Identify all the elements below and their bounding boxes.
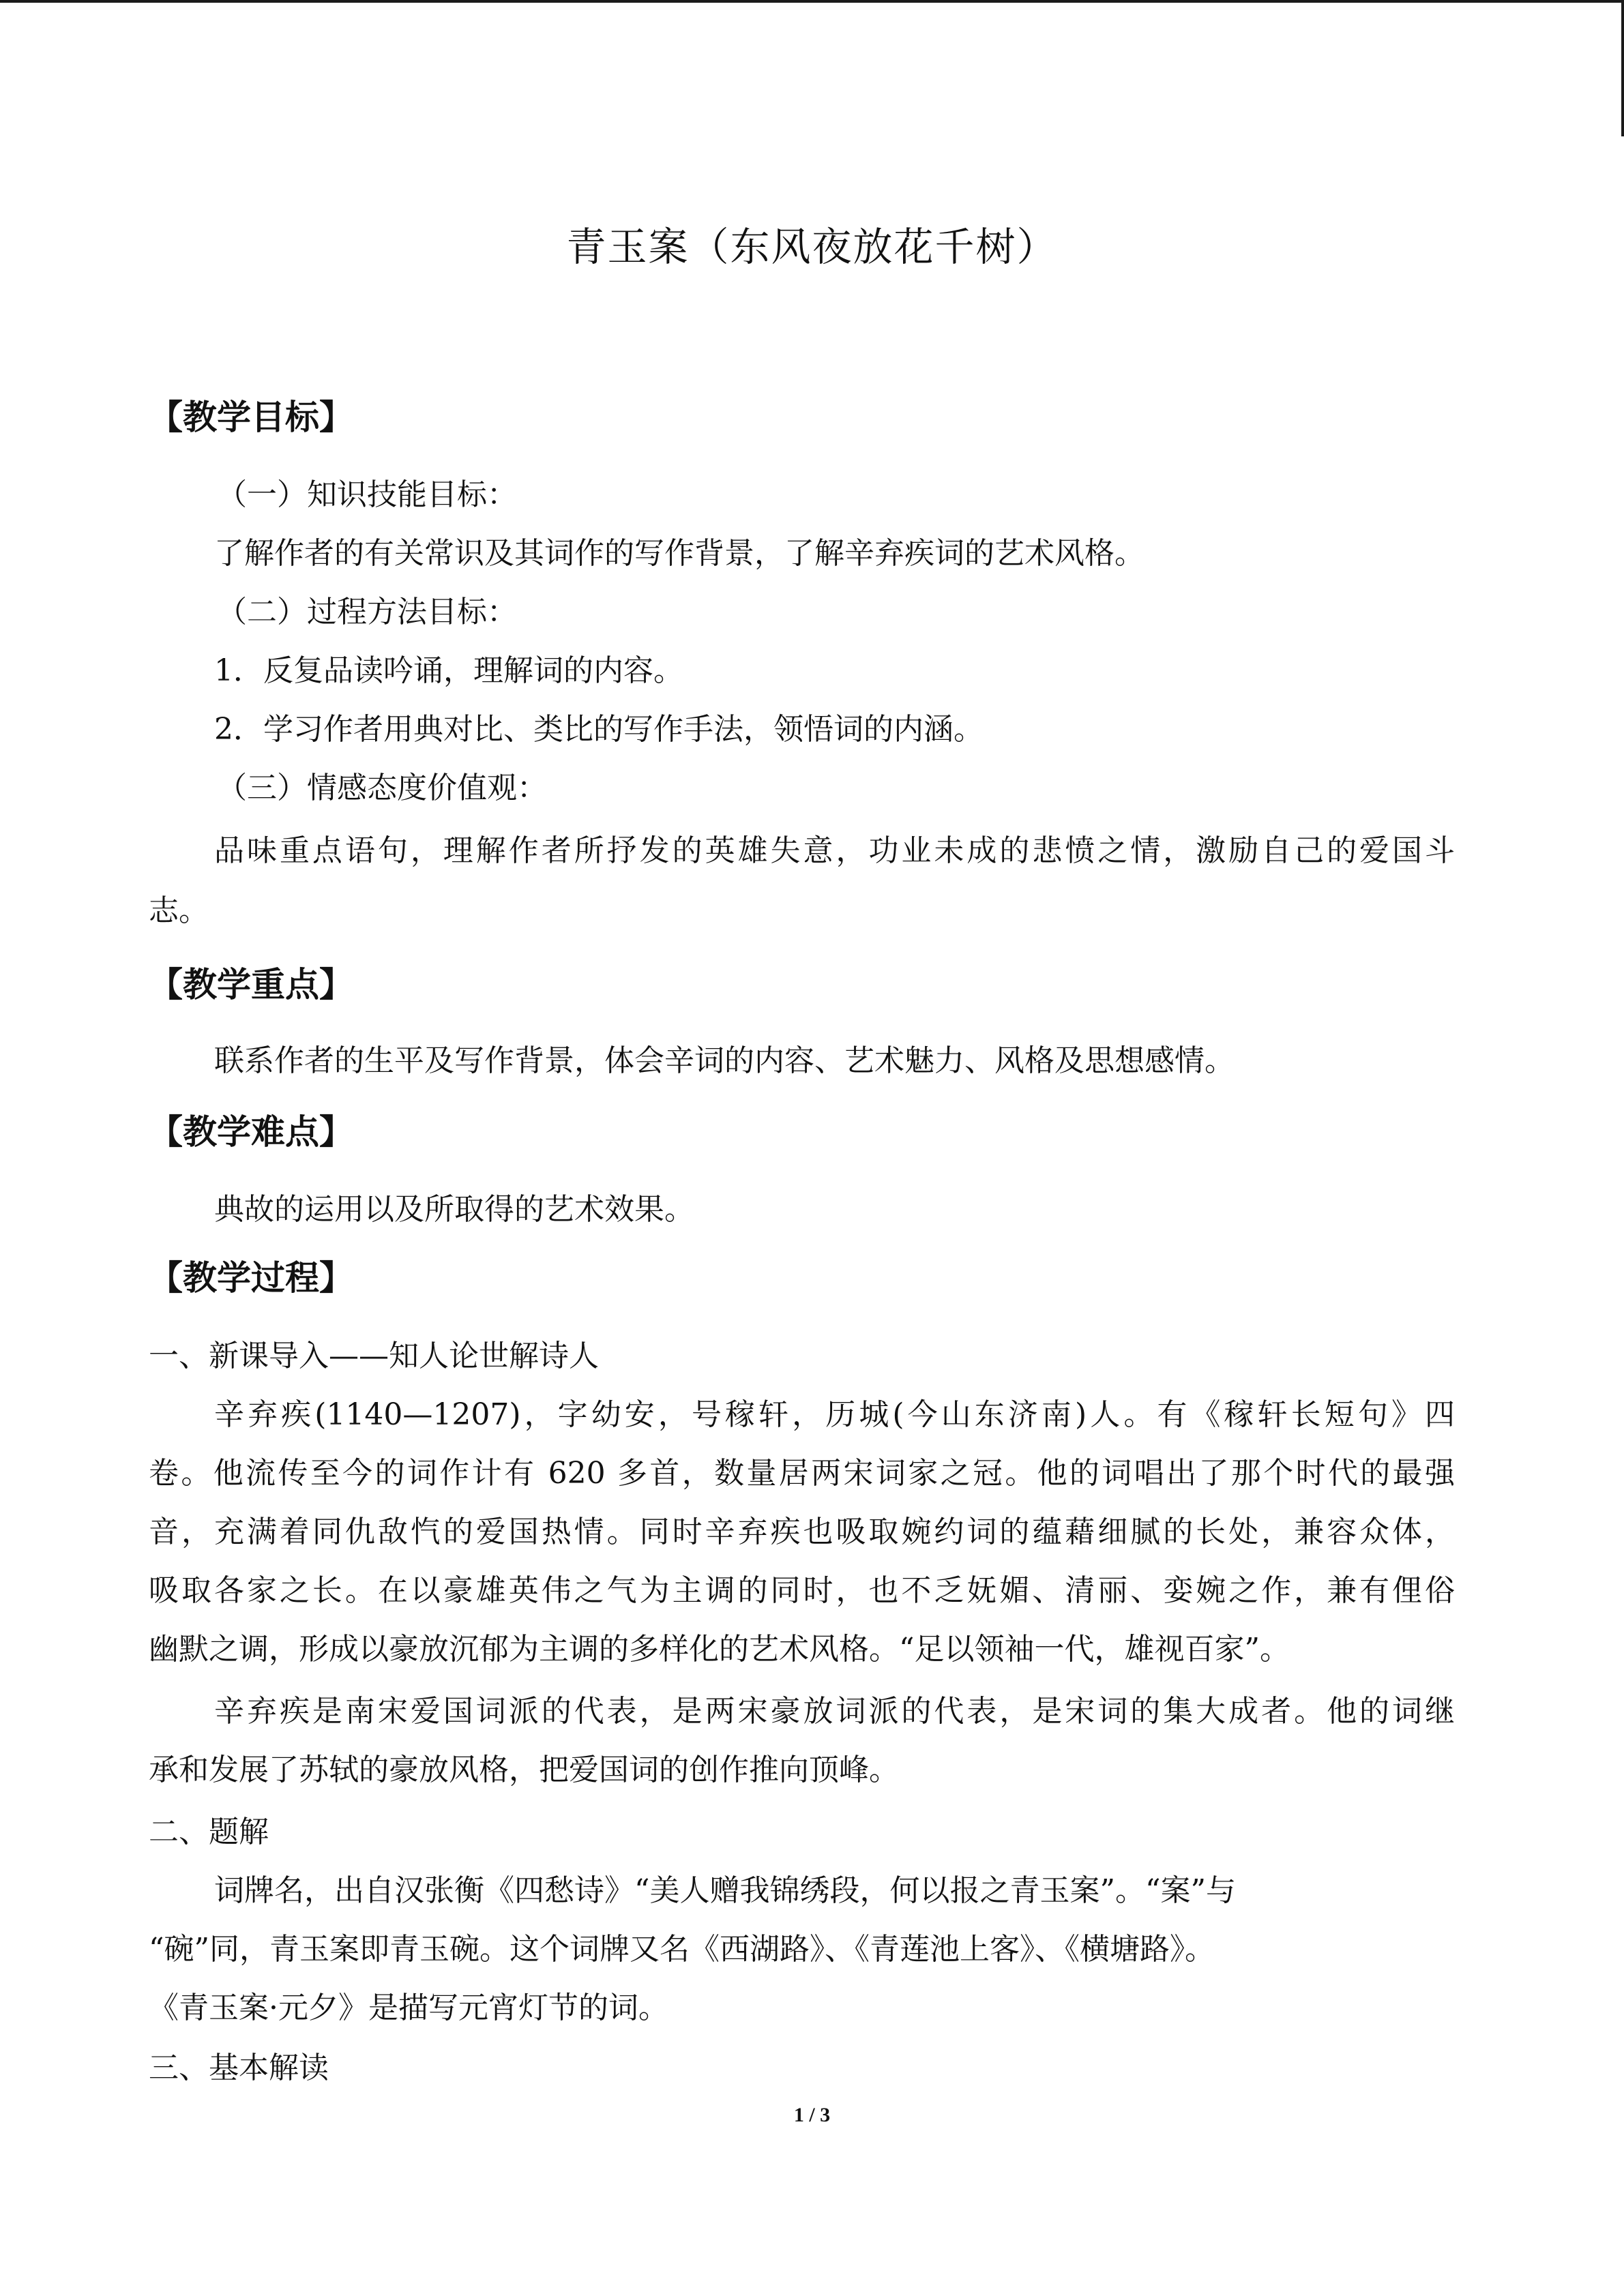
process-line: 三、基本解读 [149,2051,329,2085]
document-title: 青玉案（东风夜放花千树） [566,224,1058,270]
process-line: 一、新课导入——知人论世解诗人 [149,1339,599,1373]
process-line: 二、题解 [149,1815,269,1849]
top-border-line [0,0,1624,3]
goal-line: 志。 [149,893,209,928]
page-number: 1 / 3 [793,2104,831,2126]
process-line: “碗”同，青玉案即青玉碗。这个词牌又名《西湖路》、《青莲池上客》、《横塘路》。 [149,1932,1215,1967]
goal-line: 了解作者的有关常识及其词作的写作背景，了解辛弃疾词的艺术风格。 [214,536,1145,571]
goal-line: （二）过程方法目标： [217,595,517,629]
heading-teaching-goals: 【教学目标】 [149,398,353,437]
goal-line: （三）情感态度价值观： [217,771,547,805]
goal-line: 2．学习作者用典对比、类比的写作手法，领悟词的内涵。 [214,712,984,747]
process-line: 《青玉案·元夕》是描写元宵灯节的词。 [149,1991,668,2025]
process-line: 音，充满着同仇敌忾的爱国热情。同时辛弃疾也吸取婉约词的蕴藉细腻的长处，兼容众体， [149,1515,1455,1549]
difficulty-line: 典故的运用以及所取得的艺术效果。 [214,1192,694,1227]
process-line: 词牌名，出自汉张衡《四愁诗》“美人赠我锦绣段，何以报之青玉案”。“案”与 [214,1873,1236,1908]
heading-teaching-process: 【教学过程】 [149,1258,353,1298]
right-border-line [1621,0,1624,136]
heading-teaching-difficulty: 【教学难点】 [149,1112,353,1152]
goal-line: 品味重点语句，理解作者所抒发的英雄失意，功业未成的悲愤之情，激励自己的爱国斗 [214,833,1455,868]
heading-teaching-key: 【教学重点】 [149,965,353,1004]
process-line: 辛弃疾(1140—1207)，字幼安，号稼轩，历城(今山东济南)人。有《稼轩长短句》四 [214,1397,1455,1432]
process-line: 卷。他流传至今的词作计有 620 多首，数量居两宋词家之冠。他的词唱出了那个时代的最强 [149,1456,1455,1491]
process-line: 吸取各家之长。在以豪雄英伟之气为主调的同时，也不乏妩媚、清丽、娈婉之作，兼有俚俗 [149,1573,1455,1608]
key-line: 联系作者的生平及写作背景，体会辛词的内容、艺术魅力、风格及思想感情。 [214,1043,1235,1078]
process-line: 承和发展了苏轼的豪放风格，把爱国词的创作推向顶峰。 [149,1753,899,1787]
goal-line: （一）知识技能目标： [217,477,517,512]
process-line: 幽默之调，形成以豪放沉郁为主调的多样化的艺术风格。“足以领袖一代，雄视百家”。 [149,1632,1290,1667]
process-line: 辛弃疾是南宋爱国词派的代表，是两宋豪放词派的代表，是宋词的集大成者。他的词继 [214,1694,1455,1729]
goal-line: 1．反复品读吟诵，理解词的内容。 [214,653,683,688]
